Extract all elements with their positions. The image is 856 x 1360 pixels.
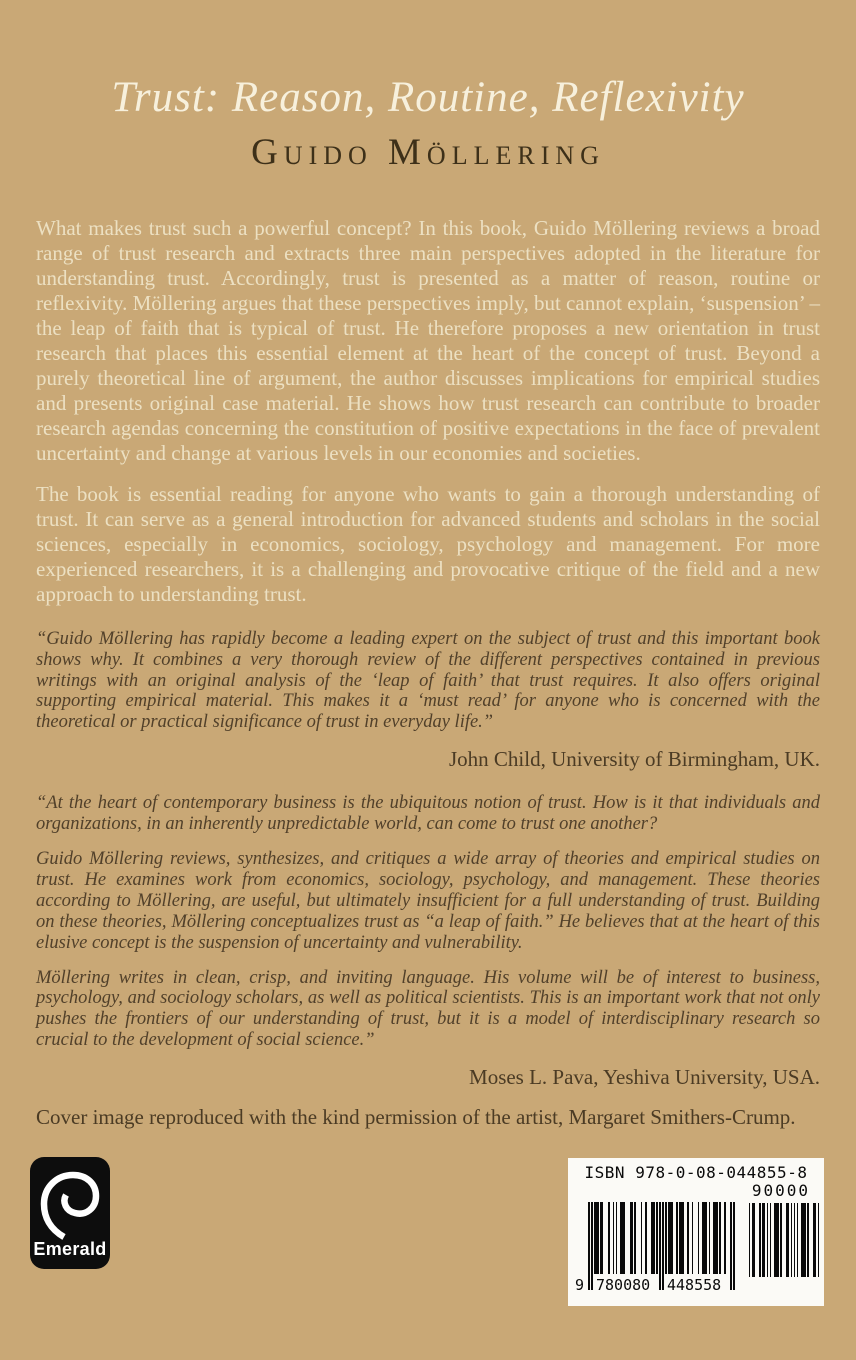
blurb-section xyxy=(36,216,820,607)
endorsement-attribution: Moses L. Pava, Yeshiva University, USA. xyxy=(469,1065,820,1090)
emerald-publisher-logo xyxy=(30,1157,110,1269)
ean13-digit-group-2: 448558 xyxy=(667,1276,722,1294)
blurb-paragraph-2: The book is essential reading for anyone who wants to gain a thorough understanding of trust. It can serve as a general introduction for advanced students and scholars in the social sciences, especially in economics, sociology, psychology and management. For more experienced researchers, it is a challenging and provocative critique of the field and a new approach to understanding trust. xyxy=(36,481,820,606)
cover-image-credit: Cover image reproduced with the kind permission of the artist, Margaret Smithers-Crump. xyxy=(36,1105,796,1130)
endorsement-john-child xyxy=(36,629,820,772)
ean13-digit-lead: 9 xyxy=(575,1276,585,1294)
endorsement-quote: Guido Möllering reviews, synthesizes, and critiques a wide array of theories and empirical studies on trust. He examines work from economics, sociology, psychology, and management. These theories according to Möllering, are useful, but ultimately insufficient for a full understanding of trust. Building on these theories, Möllering conceptualizes trust as “a leap of faith.” He believes that at the heart of this elusive concept is the suspension of uncertainty and vulnerability. xyxy=(36,849,820,953)
endorsement-moses-pava xyxy=(36,793,820,1089)
blurb-paragraph-1: What makes trust such a powerful concept? In this book, Guido Möllering reviews a broad range of trust research and extracts three main perspectives adopted in the literature for understanding trust. Accordingly, trust is presented as a matter of reason, routine or reflexivity. Möllering argues that these perspectives imply, but cannot explain, ‘suspension’ – the leap of faith that is typical of trust. He therefore proposes a new orientation in trust research that places this essential element at the heart of the concept of trust. Beyond a purely theoretical line of argument, the author discusses implications for empirical studies and presents original case material. He shows how trust research can contribute to broader research agendas concerning the constitution of positive expectations in the face of prevalent uncertainty and change at various levels in our economies and societies. xyxy=(36,215,820,465)
emerald-spiral-icon xyxy=(38,1169,102,1241)
endorsement-quote: “At the heart of contemporary business is the ubiquitous notion of trust. How is it that individuals and organizations, in an inherently unpredictable world, can come to trust one another? xyxy=(36,793,820,835)
ean13-barcode xyxy=(576,1202,736,1296)
ean5-addon-bars xyxy=(747,1203,819,1277)
ean13-digits xyxy=(575,1275,736,1296)
book-author: Guido Möllering xyxy=(251,132,605,174)
isbn-barcode xyxy=(568,1158,824,1306)
endorsement-attribution: John Child, University of Birmingham, UK. xyxy=(449,747,820,772)
book-title: Trust: Reason, Routine, Reflexivity xyxy=(111,74,745,121)
barcode-bars-row xyxy=(576,1202,816,1296)
isbn-number: ISBN 978-0-08-044855-8 xyxy=(584,1163,808,1182)
barcode-addon-price-code: 90000 xyxy=(751,1181,810,1200)
endorsement-quote: “Guido Möllering has rapidly become a leading expert on the subject of trust and this important book shows why. It combines a very thorough review of the different perspectives contained in previous writings with an original analysis of the ‘leap of faith’ that trust requires. It also offers original supporting empirical material. This makes it a ‘must read’ for anyone who is concerned with the theoretical or practical significance of trust in everyday life.” xyxy=(36,628,820,733)
ean13-digit-group-1: 780080 xyxy=(596,1276,651,1294)
publisher-name: Emerald xyxy=(33,1239,107,1259)
endorsement-quote: Möllering writes in clean, crisp, and inviting language. His volume will be of interest to business, psychology, and sociology scholars, as well as political scientists. This is an important work that not only pushes the frontiers of our understanding of trust, but it is a model of interdisciplinary research so crucial to the development of social science.” xyxy=(36,967,820,1051)
back-cover-text xyxy=(36,216,820,1130)
